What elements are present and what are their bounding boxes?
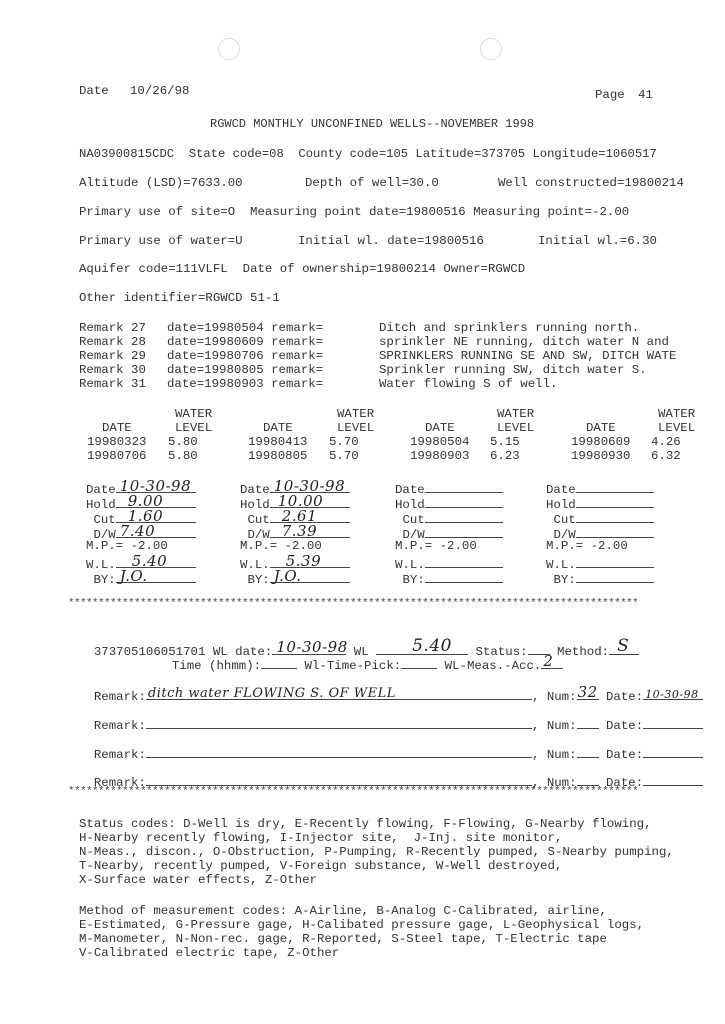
remark-label: Remark: xyxy=(93,776,146,790)
meas-date-field[interactable] xyxy=(576,479,654,493)
measurement-block xyxy=(395,479,503,587)
entry-line-2 xyxy=(157,641,563,673)
remark-date-value: 10-30-98 xyxy=(645,688,699,701)
separator-line: *********************************************************************************************** xyxy=(68,786,639,798)
meas-cut-label: Cut xyxy=(247,513,270,527)
page-label: Page xyxy=(595,88,625,102)
meas-wl-field[interactable] xyxy=(270,554,350,568)
remark-label: Remark: xyxy=(93,719,146,733)
remark-text: sprinkler NE running, ditch water N and xyxy=(379,335,669,349)
remark-text: Sprinkler running SW, ditch water S. xyxy=(379,363,647,377)
meas-mp: M.P.= -2.00 xyxy=(86,539,168,553)
remark-date-field[interactable] xyxy=(643,772,703,786)
meas-dw-field[interactable] xyxy=(425,524,503,538)
num-field[interactable] xyxy=(577,683,599,701)
meas-cut-field[interactable] xyxy=(270,509,350,523)
wl-value: 5.40 xyxy=(412,636,452,656)
remark-label: Remark: xyxy=(93,690,146,704)
remark-number: Remark 31 xyxy=(79,377,146,391)
col-header-level: LEVEL xyxy=(175,421,213,435)
remark-value: ditch water FLOWING S. OF WELL xyxy=(147,686,396,701)
entry-remark-row: Remark: , Num: Date: xyxy=(79,758,703,790)
meas-dw-label: D/W xyxy=(93,528,116,542)
remark-field[interactable] xyxy=(146,715,532,729)
status-codes-line: T-Nearby, recently pumped, V-Foreign substance, W-Well destroyed, xyxy=(79,859,563,873)
col-header-date: DATE xyxy=(102,421,132,435)
entry-remark-row: Remark: ditch water FLOWING S. OF WELL , Num: 32 Date: 10-30-98 xyxy=(79,672,703,704)
site-line-1: NA03900815CDC State code=08 County code=105 Latitude=373705 Longitude=1060517 xyxy=(79,147,657,161)
status-label: Status: xyxy=(475,645,528,659)
wl-time-pick-label: Wl-Time-Pick: xyxy=(304,659,402,673)
status-codes-line: N-Meas., discon., O-Obstruction, P-Pumping, R-Recently pumped, S-Nearby pumping, xyxy=(79,845,674,859)
meas-date-field[interactable] xyxy=(270,479,350,493)
meas-date-label: Date xyxy=(546,483,576,497)
meas-by-field[interactable] xyxy=(116,569,196,583)
meas-by-value: J.O. xyxy=(273,567,302,585)
remark-text: Ditch and sprinklers running north. xyxy=(379,321,640,335)
meas-by-value: J.O. xyxy=(119,567,148,585)
meas-cut-field[interactable] xyxy=(576,509,654,523)
wl-meas-acc-label: WL-Meas.-Acc. xyxy=(444,659,542,673)
col-header-level: LEVEL xyxy=(337,421,375,435)
report-date-label: Date xyxy=(79,84,109,98)
remark-number: Remark 27 xyxy=(79,321,146,335)
meas-hold-field[interactable] xyxy=(576,494,654,508)
remark-date-label: Date: xyxy=(606,748,644,762)
meas-by-field[interactable] xyxy=(425,569,503,583)
meas-hold-label: Hold xyxy=(86,498,116,512)
wl-date-value: 10-30-98 xyxy=(276,638,348,656)
wl-date-label: WL date: xyxy=(212,645,273,659)
method-label: Method: xyxy=(557,645,610,659)
meas-mp: M.P.= -2.00 xyxy=(240,539,322,553)
meas-date-field[interactable] xyxy=(116,479,196,493)
wl-meas-acc-value: 2 xyxy=(543,652,554,670)
wl-level: 4.26 xyxy=(651,435,681,449)
initial-wl-date: Initial wl. date=19800516 xyxy=(298,234,484,248)
method-field[interactable] xyxy=(609,636,639,656)
col-header-water: WATER xyxy=(175,407,213,421)
meas-hold-field[interactable] xyxy=(425,494,503,508)
meas-cut-field[interactable] xyxy=(116,509,196,523)
remark-text: Water flowing S of well. xyxy=(379,377,558,391)
wl-date: 19980504 xyxy=(410,435,470,449)
remark-field[interactable] xyxy=(146,744,532,758)
meas-dw-field[interactable] xyxy=(576,524,654,538)
status-codes-line: H-Nearby recently flowing, I-Injector site, J-Inj. site monitor, xyxy=(79,831,563,845)
other-identifier: Other identifier=RGWCD 51-1 xyxy=(79,291,280,305)
meas-wl-label: W.L. xyxy=(240,558,270,572)
col-header-date: DATE xyxy=(263,421,293,435)
measurement-block xyxy=(546,479,654,587)
remark-number: Remark 29 xyxy=(79,349,146,363)
meas-cut-value: 1.60 xyxy=(127,507,164,525)
remark-date: date=19980504 remark= xyxy=(167,321,324,335)
measurement-block xyxy=(86,477,196,587)
method-codes-line: E-Estimated, G-Pressure gage, H-Calibated pressure gage, L-Geophysical logs, xyxy=(79,918,645,932)
meas-hold-value: 10.00 xyxy=(277,492,324,510)
wl-date: 19980323 xyxy=(87,435,147,449)
meas-date-value: 10-30-98 xyxy=(119,477,192,495)
report-date-value: 10/26/98 xyxy=(130,84,190,98)
status-codes-line: X-Surface water effects, Z-Other xyxy=(79,873,317,887)
remark-date-field[interactable] xyxy=(643,686,703,700)
meas-dw-field[interactable] xyxy=(270,524,350,538)
wl-time-pick-field[interactable] xyxy=(401,655,437,669)
num-field[interactable] xyxy=(577,715,599,729)
meas-date-field[interactable] xyxy=(425,479,503,493)
separator-line: *********************************************************************************************** xyxy=(68,598,639,610)
meas-date-label: Date xyxy=(395,483,425,497)
meas-by-field[interactable] xyxy=(270,569,350,583)
wl-level: 5.80 xyxy=(168,449,198,463)
method-value: S xyxy=(617,636,630,656)
wl-label: WL xyxy=(353,645,369,659)
col-header-level: LEVEL xyxy=(497,421,535,435)
wl-date: 19980706 xyxy=(87,449,147,463)
meas-hold-label: Hold xyxy=(240,498,270,512)
meas-dw-label: D/W xyxy=(553,528,576,542)
meas-wl-field[interactable] xyxy=(116,554,196,568)
meas-date-label: Date xyxy=(86,483,116,497)
time-label: Time (hhmm): xyxy=(171,659,262,673)
col-header-water: WATER xyxy=(497,407,535,421)
col-header-water: WATER xyxy=(658,407,696,421)
remark-date: date=19980706 remark= xyxy=(167,349,324,363)
meas-wl-field[interactable] xyxy=(576,554,654,568)
wl-date: 19980930 xyxy=(571,449,631,463)
report-title: RGWCD MONTHLY UNCONFINED WELLS--NOVEMBER 1998 xyxy=(210,117,535,131)
wl-level: 5.70 xyxy=(329,435,359,449)
meas-cut-value: 2.61 xyxy=(281,507,318,525)
meas-hold-label: Hold xyxy=(546,498,576,512)
meas-cut-label: Cut xyxy=(553,513,576,527)
entry-remark-row: Remark: , Num: Date: xyxy=(79,701,703,733)
num-field[interactable] xyxy=(577,744,599,758)
meas-hold-value: 9.00 xyxy=(127,492,164,510)
meas-by-label: BY: xyxy=(402,573,425,587)
wl-level: 5.80 xyxy=(168,435,198,449)
remark-text: SPRINKLERS RUNNING SE AND SW, DITCH WATE xyxy=(379,349,677,363)
meas-by-label: BY: xyxy=(93,573,116,587)
meas-dw-field[interactable] xyxy=(116,524,196,538)
meas-mp: M.P.= -2.00 xyxy=(395,539,477,553)
meas-hold-field[interactable] xyxy=(116,494,196,508)
wl-level: 6.23 xyxy=(490,449,520,463)
wl-level: 5.15 xyxy=(490,435,520,449)
remark-number: Remark 30 xyxy=(79,363,146,377)
method-codes-line: V-Calibrated electric tape, Z-Other xyxy=(79,946,340,960)
wl-meas-acc-field[interactable] xyxy=(541,652,563,670)
wl-date: 19980903 xyxy=(410,449,470,463)
num-label: Num: xyxy=(546,776,577,790)
remark-field[interactable] xyxy=(146,772,532,786)
col-header-level: LEVEL xyxy=(658,421,696,435)
num-value: 32 xyxy=(577,683,598,701)
meas-wl-field[interactable] xyxy=(425,554,503,568)
site-line-3: Primary use of site=O Measuring point date=19800516 Measuring point=-2.00 xyxy=(79,205,630,219)
punch-hole-mark xyxy=(218,38,240,60)
method-codes-line: M-Manometer, N-Non-rec. gage, R-Reported, S-Steel tape, T-Electric tape xyxy=(79,932,607,946)
meas-dw-label: D/W xyxy=(402,528,425,542)
num-label: Num: xyxy=(546,748,577,762)
site-id: 373705106051701 xyxy=(93,645,206,659)
remark-date: date=19980805 remark= xyxy=(167,363,324,377)
remark-label: Remark: xyxy=(93,748,146,762)
punch-hole-mark xyxy=(480,38,502,60)
meas-by-label: BY: xyxy=(247,573,270,587)
meas-cut-field[interactable] xyxy=(425,509,503,523)
depth-of-well: Depth of well=30.0 xyxy=(305,176,439,190)
remark-date-field[interactable] xyxy=(643,715,703,729)
site-line-5: Aquifer code=111VLFL Date of ownership=19800214 Owner=RGWCD xyxy=(79,262,526,276)
measurement-block xyxy=(240,477,350,587)
meas-hold-field[interactable] xyxy=(270,494,350,508)
wl-date: 19980805 xyxy=(248,449,308,463)
num-field[interactable] xyxy=(577,772,599,786)
meas-dw-label: D/W xyxy=(247,528,270,542)
page-number: 41 xyxy=(638,88,653,102)
remark-field[interactable] xyxy=(146,686,532,700)
meas-wl-label: W.L. xyxy=(86,558,116,572)
wl-level: 6.32 xyxy=(651,449,681,463)
meas-date-value: 10-30-98 xyxy=(273,477,346,495)
col-header-water: WATER xyxy=(337,407,375,421)
num-label: Num: xyxy=(546,719,577,733)
meas-wl-value: 5.40 xyxy=(131,552,168,570)
meas-cut-label: Cut xyxy=(93,513,116,527)
remark-number: Remark 28 xyxy=(79,335,146,349)
meas-dw-value: 7.39 xyxy=(281,522,318,540)
remark-date-field[interactable] xyxy=(643,744,703,758)
initial-wl: Initial wl.=6.30 xyxy=(538,234,657,248)
meas-mp: M.P.= -2.00 xyxy=(546,539,628,553)
wl-date: 19980609 xyxy=(571,435,631,449)
time-field[interactable] xyxy=(261,655,297,669)
meas-hold-label: Hold xyxy=(395,498,425,512)
entry-remark-row: Remark: , Num: Date: xyxy=(79,730,703,762)
remark-date: date=19980609 remark= xyxy=(167,335,324,349)
remark-date-label: Date: xyxy=(606,719,644,733)
well-constructed: Well constructed=19800214 xyxy=(498,176,684,190)
meas-wl-value: 5.39 xyxy=(285,552,322,570)
meas-wl-label: W.L. xyxy=(546,558,576,572)
meas-by-label: BY: xyxy=(553,573,576,587)
wl-date: 19980413 xyxy=(248,435,308,449)
col-header-date: DATE xyxy=(586,421,616,435)
meas-by-field[interactable] xyxy=(576,569,654,583)
remark-date: date=19980903 remark= xyxy=(167,377,324,391)
primary-use-water: Primary use of water=U xyxy=(79,234,243,248)
num-label: Num: xyxy=(546,690,577,704)
wl-level: 5.70 xyxy=(329,449,359,463)
altitude: Altitude (LSD)=7633.00 xyxy=(79,176,243,190)
remark-date-label: Date: xyxy=(606,690,644,704)
meas-dw-value: 7.40 xyxy=(119,522,156,540)
method-codes-line: Method of measurement codes: A-Airline, B-Analog C-Calibrated, airline, xyxy=(79,904,607,918)
meas-date-label: Date xyxy=(240,483,270,497)
meas-wl-label: W.L. xyxy=(395,558,425,572)
col-header-date: DATE xyxy=(425,421,455,435)
status-codes-line: Status codes: D-Well is dry, E-Recently flowing, F-Flowing, G-Nearby flowing, xyxy=(79,817,652,831)
meas-cut-label: Cut xyxy=(402,513,425,527)
remark-date-label: Date: xyxy=(606,776,644,790)
